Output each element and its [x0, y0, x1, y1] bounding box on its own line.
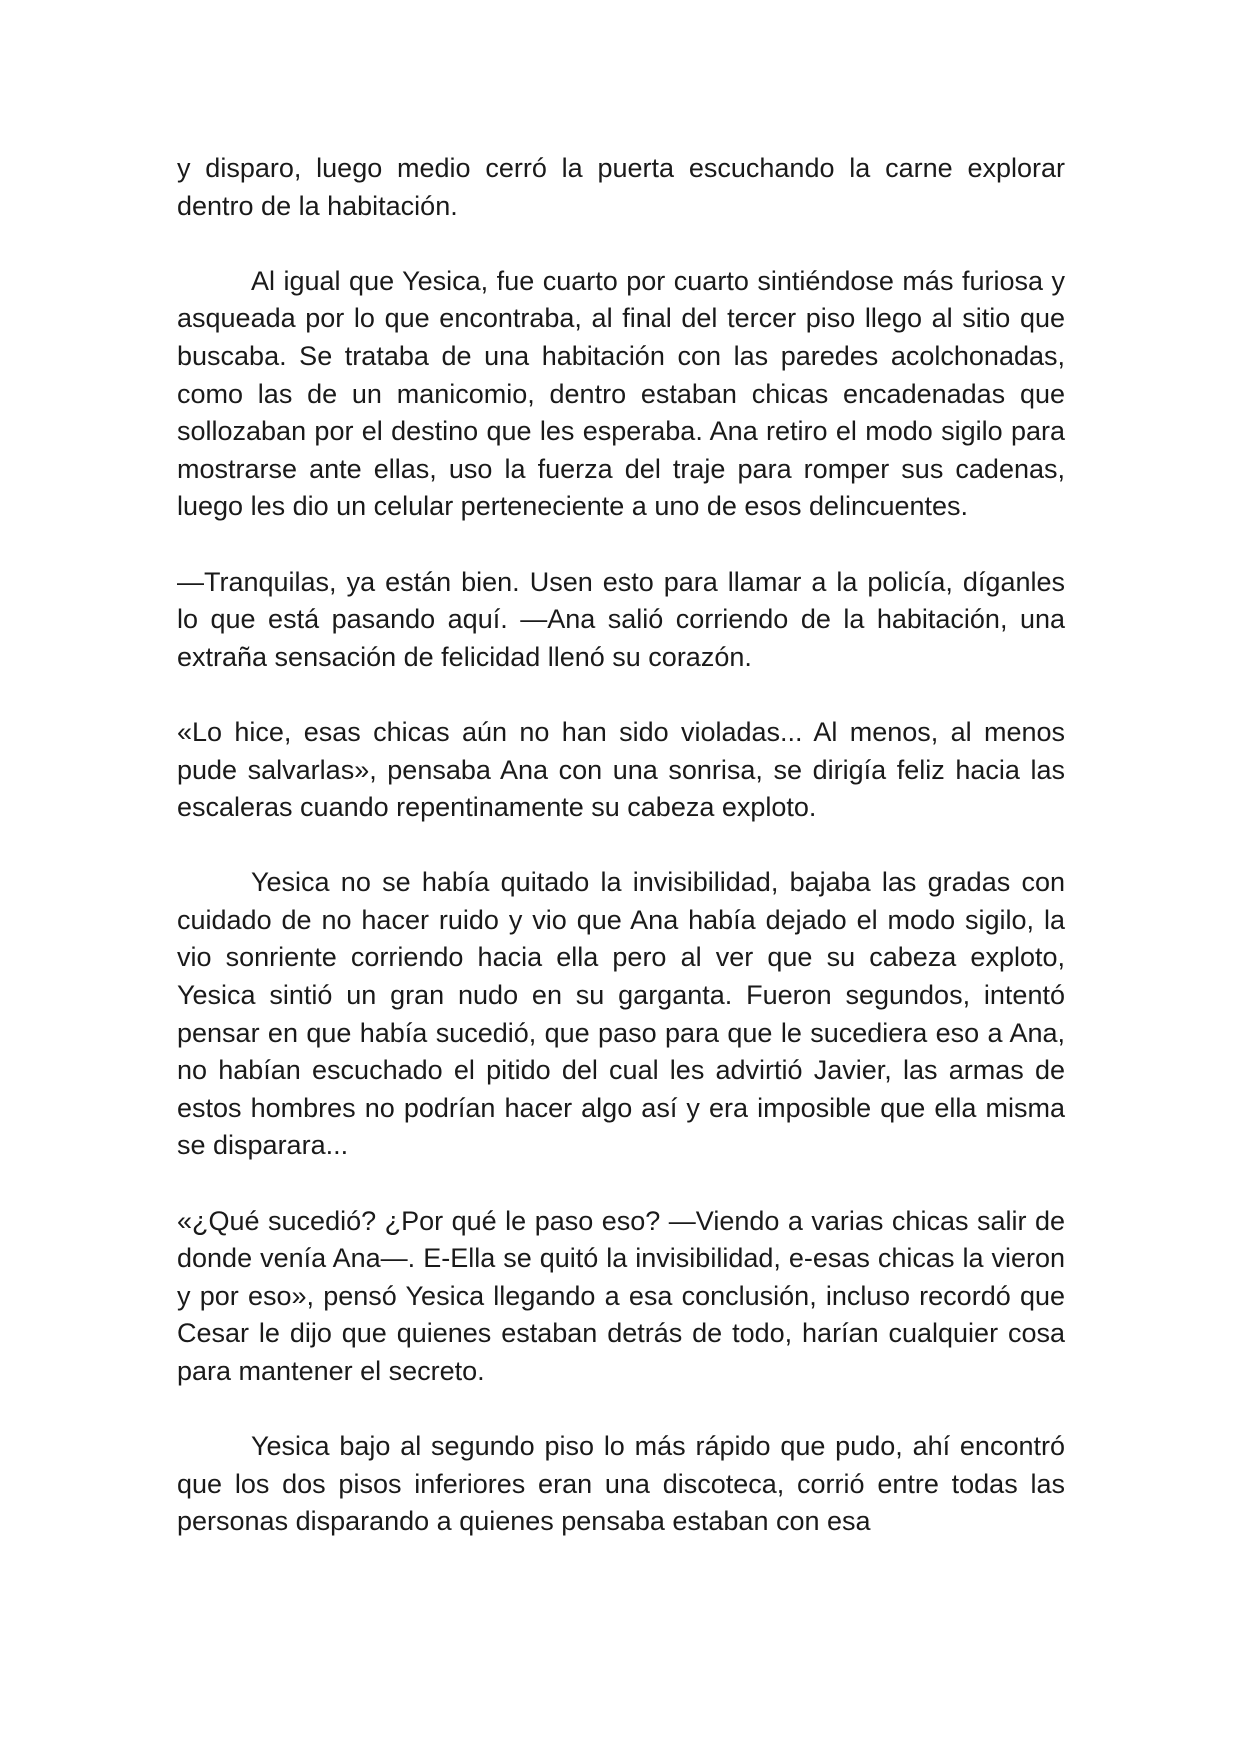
paragraph: Yesica no se había quitado la invisibilidad, bajaba las gradas con cuidado de no hacer ruido y vio que Ana había dejado el modo sigilo, la vio sonriente corriendo hacia ella pero al ver que su cabeza exploto, Yesica sintió un gran nudo en su garganta. Fueron segundos, intentó pensar en que había sucedió, que paso para que le sucediera eso a Ana, no habían escuchado el pitido del cual les advirtió Javier, las armas de estos hombres no podrían hacer algo así y era imposible que ella misma se disparara...	[177, 867, 1065, 1161]
paragraph: Al igual que Yesica, fue cuarto por cuarto sintiéndose más furiosa y asqueada por lo que encontraba, al final del tercer piso llego al sitio que buscaba. Se trataba de una habitación con las paredes acolchonadas, como las de un manicomio, dentro estaban chicas encadenadas que sollozaban por el destino que les esperaba. Ana retiro el modo sigilo para mostrarse ante ellas, uso la fuerza del traje para romper sus cadenas, luego les dio un celular perteneciente a uno de esos delincuentes.	[177, 265, 1065, 522]
thought-paragraph: «¿Qué sucedió? ¿Por qué le paso eso? —Viendo a varias chicas salir de donde venía Ana—. E-Ella se quitó la invisibilidad, e-esas chicas la vieron y por eso», pensó Yesica llegando a esa conclusión, incluso recordó que Cesar le dijo que quienes estaban detrás de todo, harían cualquier cosa para mantener el secreto.	[177, 1205, 1065, 1386]
paragraph: Yesica bajo al segundo piso lo más rápido que pudo, ahí encontró que los dos pisos inferiores eran una discoteca, corrió entre todas las personas disparando a quienes pensaba estaban con esa	[177, 1431, 1065, 1537]
paragraph-continuation: y disparo, luego medio cerró la puerta escuchando la carne explorar dentro de la habitación.	[177, 153, 1065, 221]
body-text	[177, 150, 1065, 1541]
dialogue-paragraph: —Tranquilas, ya están bien. Usen esto para llamar a la policía, díganles lo que está pasando aquí. —Ana salió corriendo de la habitación, una extraña sensación de felicidad llenó su corazón.	[177, 566, 1065, 672]
thought-paragraph: «Lo hice, esas chicas aún no han sido violadas... Al menos, al menos pude salvarlas», pensaba Ana con una sonrisa, se dirigía feliz hacia las escaleras cuando repentinamente su cabeza exploto.	[177, 716, 1065, 823]
